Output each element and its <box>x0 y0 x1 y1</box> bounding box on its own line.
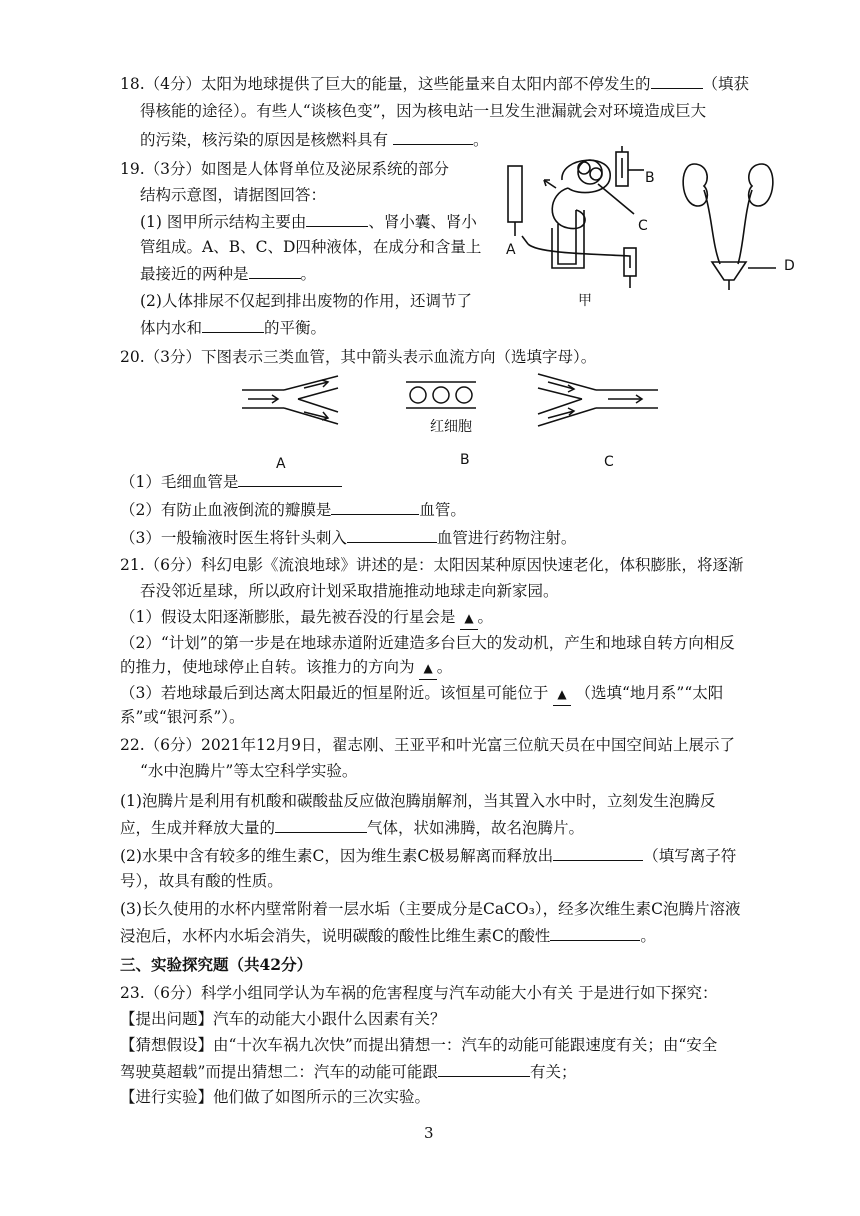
q22-sub1a: (1)泡腾片是利用有机酸和碳酸盐反应做泡腾崩解剂，当其置入水中时，立刻发生泡腾反 <box>120 792 716 810</box>
q19-line4: 管组成。A、B、C、D四种液体，在成分和含量上 <box>140 238 482 256</box>
q19-line2: 结构示意图，请据图回答： <box>140 186 327 204</box>
q23-line1: 23.（6分）科学小组同学认为车祸的危害程度与汽车动能大小有关 于是进行如下探究： <box>120 984 718 1002</box>
q19-line7: 体内水和 的平衡。 <box>140 316 326 339</box>
q18-line3: 的污染，核污染的原因是核燃料具有 。 <box>140 128 488 151</box>
answer-blank[interactable] <box>331 498 419 515</box>
answer-mark[interactable]: ▲ <box>419 657 436 680</box>
q22-sub3a: (3)长久使用的水杯内壁常附着一层水垢（主要成分是CaCO₃），经多次维生素C泡腾片溶液 <box>120 900 741 918</box>
answer-blank[interactable] <box>249 262 301 279</box>
answer-blank[interactable] <box>438 1060 530 1077</box>
answer-mark[interactable]: ▲ <box>553 683 570 706</box>
answer-mark[interactable]: ▲ <box>460 607 477 630</box>
q21-sub3: （3）若地球最后到达离太阳最近的恒星附近。该恒星可能位于 ▲ （选填“地月系”“太阳 <box>120 682 723 706</box>
label-vessel-b: B <box>460 452 470 468</box>
answer-blank[interactable] <box>202 316 264 333</box>
label-c: C <box>638 218 648 234</box>
label-b: B <box>645 170 655 186</box>
q19-line1: 19.（3分）如图是人体肾单位及泌尿系统的部分 <box>120 160 450 178</box>
vessel-c-drawing <box>538 374 658 426</box>
label-red-blood-cell: 红细胞 <box>430 419 472 435</box>
q21-sub2a: （2）“计划”的第一步是在地球赤道附近建造多台巨大的发动机，产生和地球自转方向相反 <box>120 634 735 652</box>
answer-blank[interactable] <box>651 72 703 89</box>
tube-a-shape <box>508 166 522 222</box>
q22-sub3b: 浸泡后，水杯内水垢会消失，说明碳酸的酸性比维生素C的酸性 。 <box>120 924 656 947</box>
answer-blank[interactable] <box>393 128 473 145</box>
q18-line2: 得核能的途径）。有些人“谈核色变”，因为核电站一旦发生泄漏就会对环境造成巨大 <box>140 102 707 120</box>
urinary-system-drawing <box>683 164 776 290</box>
vessel-a-drawing <box>242 376 338 424</box>
section-heading: 三、实验探究题（共42分） <box>120 955 313 974</box>
q20-sub3: （3）一般输液时医生将针头刺入 血管进行药物注射。 <box>120 526 576 549</box>
answer-blank[interactable] <box>553 844 643 861</box>
q21-sub3c: 系”或“银河系”）。 <box>120 708 245 726</box>
label-a: A <box>506 242 516 258</box>
answer-blank[interactable] <box>238 470 342 487</box>
q20-sub1: （1）毛细血管是 <box>120 470 342 493</box>
q19-line6: (2)人体排尿不仅起到排出废物的作用，还调节了 <box>140 292 472 310</box>
q22-line2: “水中泡腾片”等太空科学实验。 <box>140 762 358 780</box>
label-d: D <box>784 258 795 274</box>
answer-blank[interactable] <box>550 924 640 941</box>
vessel-b-drawing <box>406 382 476 408</box>
q23-line2: 【提出问题】汽车的动能大小跟什么因素有关？ <box>120 1010 446 1028</box>
q21-sub1: （1）假设太阳逐渐膨胀，最先被吞没的行星会是 ▲ 。 <box>120 606 493 630</box>
q21-line1: 21.（6分）科幻电影《流浪地球》讲述的是：太阳因某种原因快速老化，体积膨胀，将逐渐 <box>120 556 744 574</box>
label-vessel-c: C <box>604 454 614 470</box>
q22-line1: 22.（6分）2021年12月9日，翟志刚、王亚平和叶光富三位航天员在中国空间站上展示了 <box>120 736 736 754</box>
page-number: 3 <box>424 1124 434 1142</box>
q22-sub2c: 号），故具有酸的性质。 <box>120 872 283 890</box>
answer-blank[interactable] <box>306 210 368 227</box>
q19-line3: (1) 图甲所示结构主要由 、肾小囊、肾小 <box>140 210 477 233</box>
q23-line5: 【进行实验】他们做了如图所示的三次实验。 <box>120 1088 431 1106</box>
answer-blank[interactable] <box>347 526 437 543</box>
q22-sub1b: 应，生成并释放大量的 气体，状如沸腾，故名泡腾片。 <box>120 816 584 839</box>
q23-line4: 驾驶莫超载”而提出猜想二：汽车的动能可能跟 有关； <box>120 1060 576 1083</box>
q21-sub2b: 的推力，使地球停止自转。该推力的方向为 ▲ 。 <box>120 656 452 680</box>
label-jia: 甲 <box>578 293 592 309</box>
q20-sub2: （2）有防止血液倒流的瓣膜是 血管。 <box>120 498 466 521</box>
q22-sub2a: (2)水果中含有较多的维生素C，因为维生素C极易解离而释放出 （填写离子符 <box>120 844 736 867</box>
q23-line3: 【猜想假设】由“十次车祸九次快”而提出猜想一：汽车的动能可能跟速度有关；由“安全 <box>120 1036 718 1054</box>
blood-vessel-figure <box>238 372 678 452</box>
q19-line5: 最接近的两种是 。 <box>140 262 316 285</box>
q20-line1: 20.（3分）下图表示三类血管，其中箭头表示血流方向（选填字母）。 <box>120 348 597 366</box>
q18-line1: 18.（4分）太阳为地球提供了巨大的能量，这些能量来自太阳内部不停发生的 （填获 <box>120 72 749 95</box>
label-vessel-a: A <box>276 456 286 472</box>
q21-line2: 吞没邻近星球，所以政府计划采取措施推动地球走向新家园。 <box>140 582 559 600</box>
answer-blank[interactable] <box>275 816 367 833</box>
